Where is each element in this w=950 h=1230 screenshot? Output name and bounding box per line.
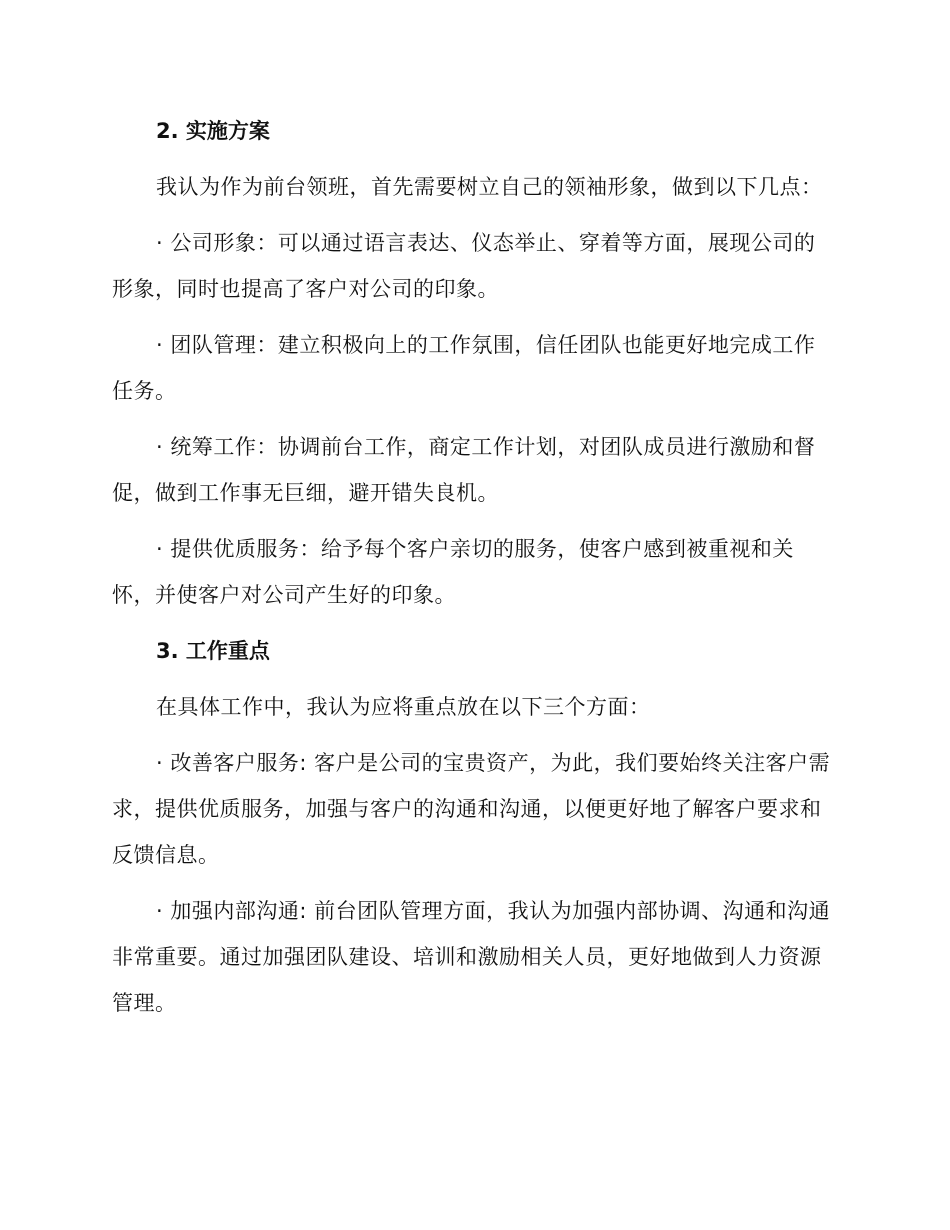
bullet-coordination: · 统筹工作：协调前台工作，商定工作计划，对团队成员进行激励和督促，做到工作事无巨细，避开错失良机。: [112, 435, 816, 505]
document-body: [112, 108, 834, 1036]
bullet-internal-communication: · 加强内部沟通: 前台团队管理方面，我认为加强内部协调、沟通和沟通非常重要。通过加强团队建设、培训和激励相关人员，更好地做到人力资源管理。: [112, 899, 831, 1015]
bullet-customer-service: · 改善客户服务: 客户是公司的宝贵资产，为此，我们要始终关注客户需求，提供优质服务，加强与客户的沟通和沟通，以便更好地了解客户要求和反馈信息。: [112, 751, 831, 867]
section-heading-implementation: 2. 实施方案: [156, 119, 270, 143]
bullet-quality-service: · 提供优质服务：给予每个客户亲切的服务，使客户感到被重视和关怀，并使客户对公司产生好的印象。: [112, 537, 794, 607]
bullet-company-image: · 公司形象：可以通过语言表达、仪态举止、穿着等方面，展现公司的形象，同时也提高了客户对公司的印象。: [112, 231, 816, 301]
bullet-team-management: · 团队管理：建立积极向上的工作氛围，信任团队也能更好地完成工作任务。: [112, 333, 816, 403]
section-heading-focus: 3. 工作重点: [156, 639, 270, 663]
paragraph-intro: 我认为作为前台领班，首先需要树立自己的领袖形象，做到以下几点：: [156, 175, 823, 199]
paragraph-focus-intro: 在具体工作中，我认为应将重点放在以下三个方面：: [156, 695, 651, 719]
